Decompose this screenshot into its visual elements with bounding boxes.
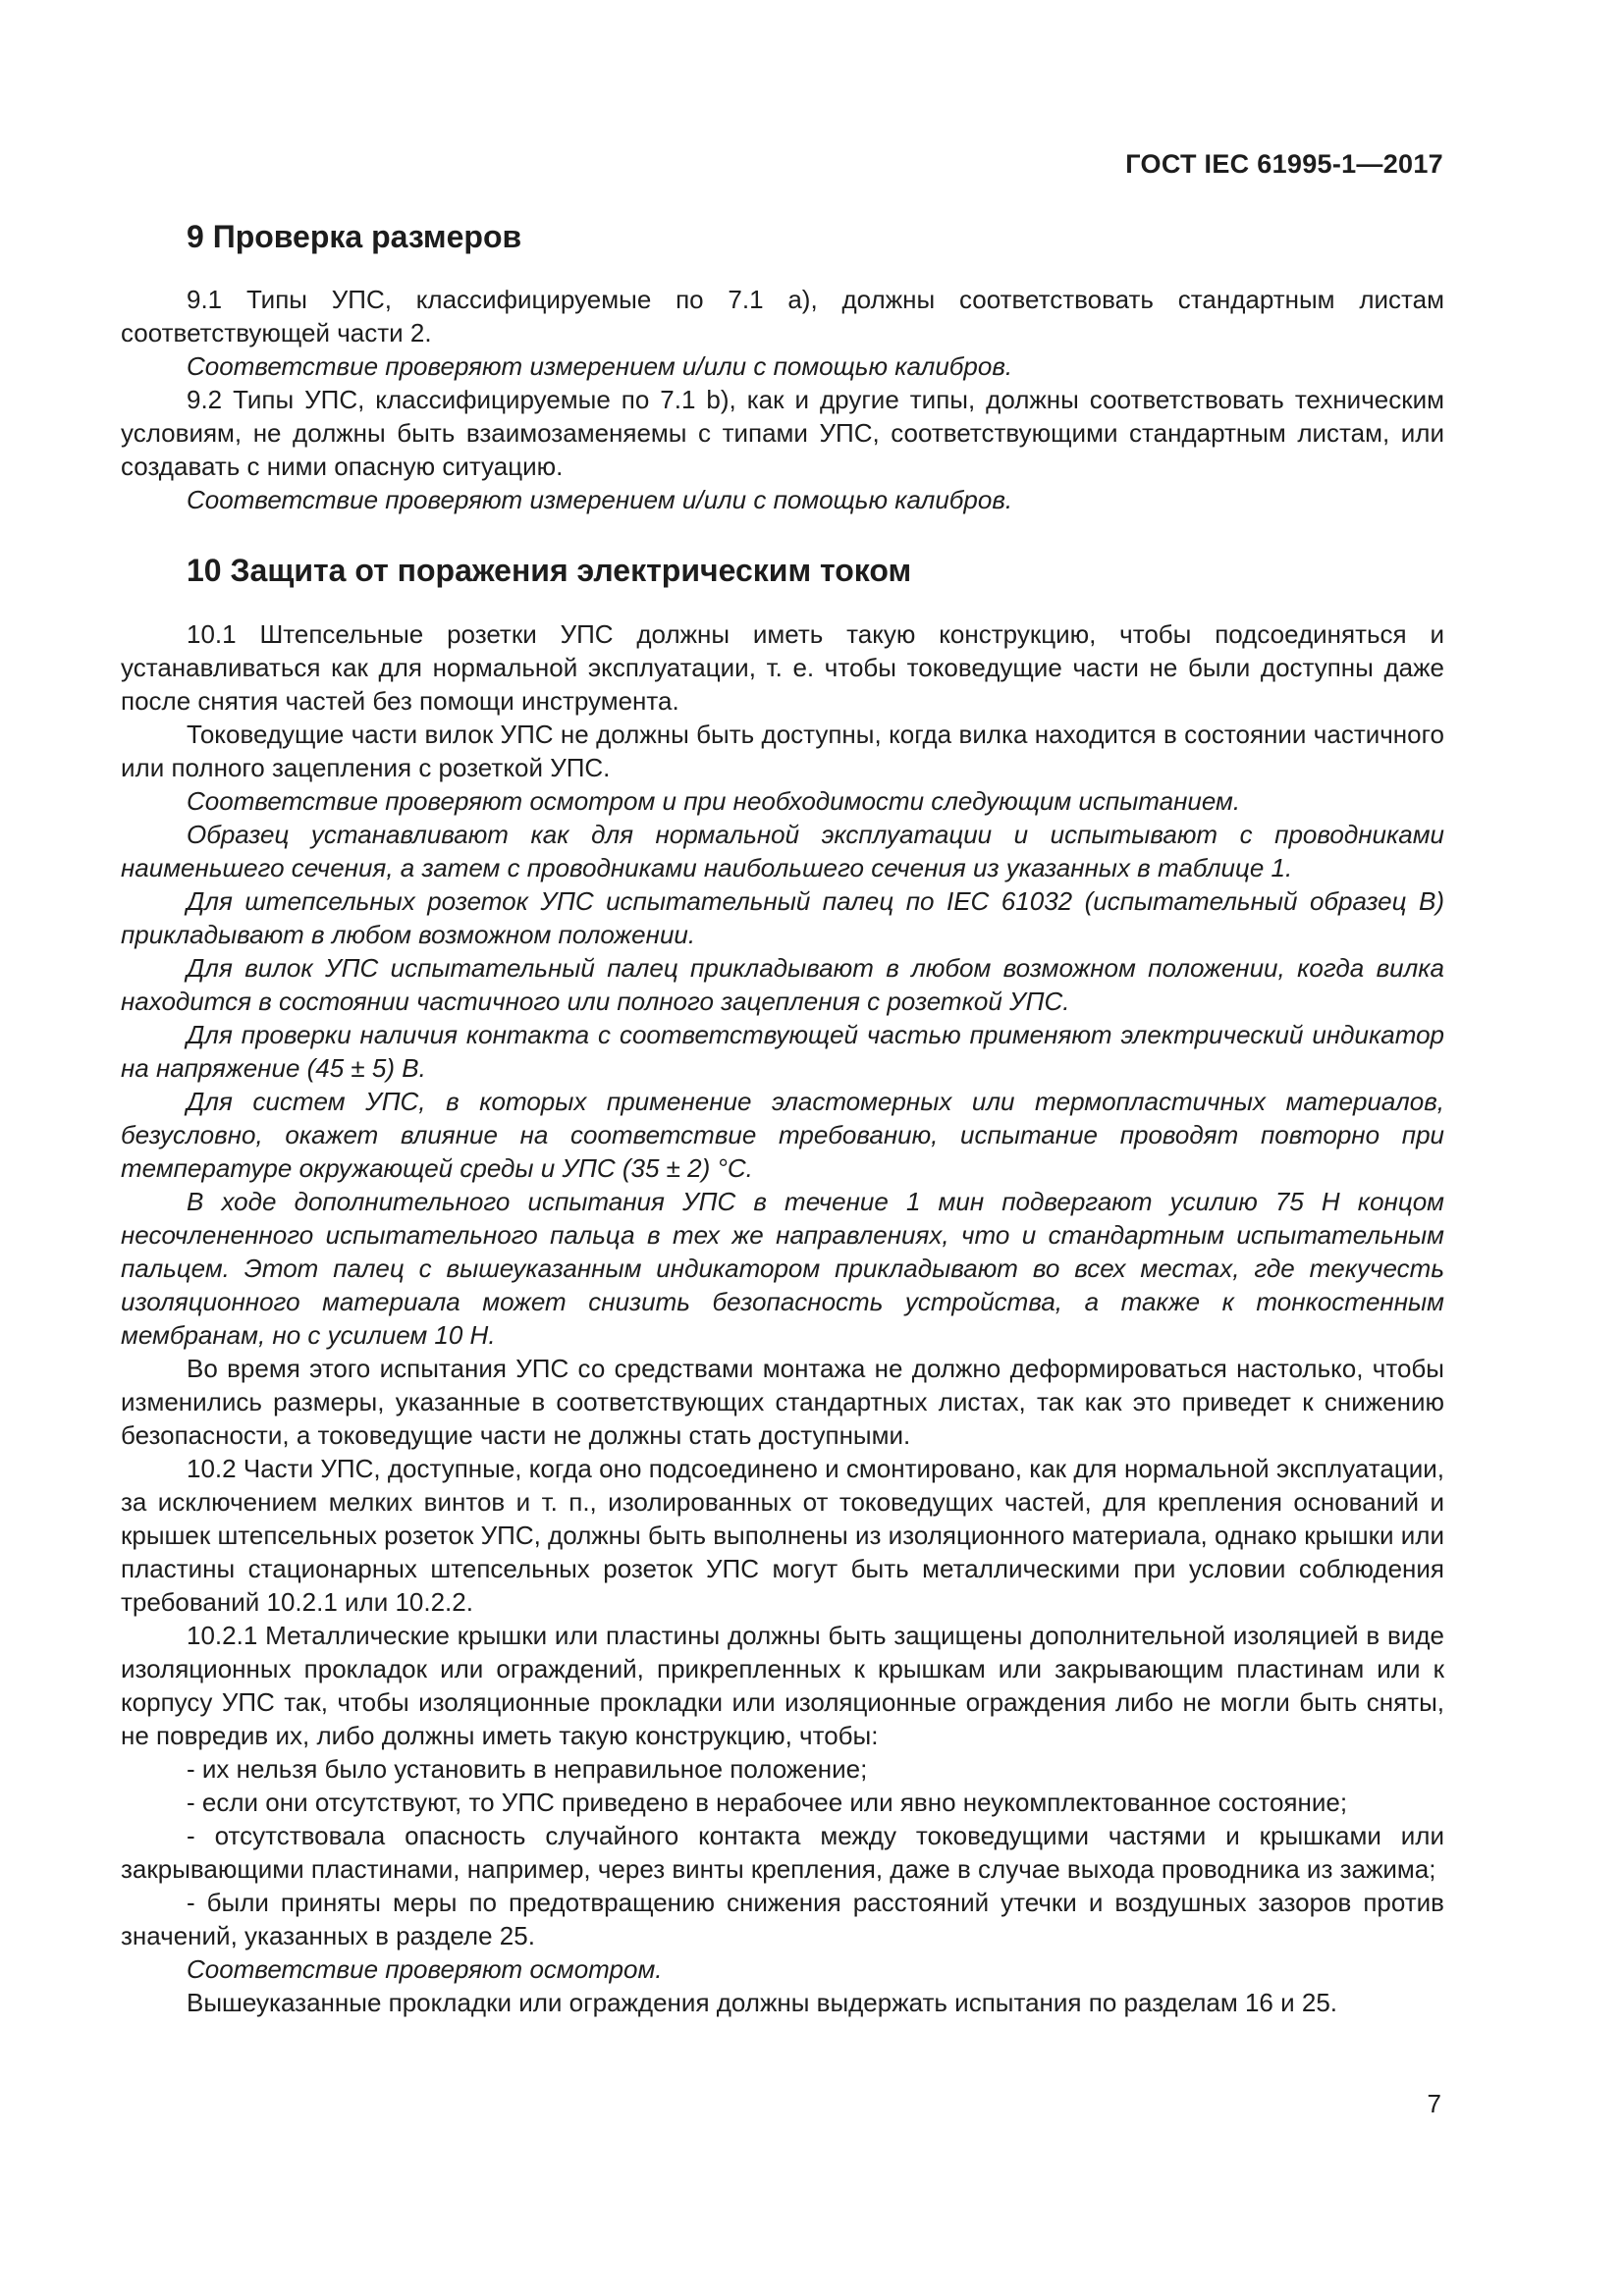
list-item: - их нельзя было установить в неправильное положение; (187, 1753, 868, 1784)
list-item: - если они отсутствуют, то УПС приведено в нерабочее или явно неукомплектованное состояние; (187, 1787, 1348, 1817)
test-paragraph: Образец устанавливают как для нормальной эксплуатации и испытывают с проводниками наименьшего сечения, а затем с проводниками наибольшего сечения из указанных в таблице 1. (121, 819, 1444, 882)
document-code: ГОСТ IEC 61995-1—2017 (1125, 149, 1443, 179)
paragraph-10-2: 10.2 Части УПС, доступные, когда оно подсоединено и смонтировано, как для нормальной эксплуатации, за исключением мелких винтов и т. п., изолированных от токоведущих частей, для крепления оснований и крышек штепсельных розеток УПС, должны быть выполнены из изоляционного материала, однако крышки или пластины стационарных штепсельных розеток УПС могут быть металлическими при условии соблюдения требований 10.2.1 или 10.2.2. (121, 1453, 1444, 1617)
test-paragraph: Для штепсельных розеток УПС испытательный палец по IEC 61032 (испытательный образец B) прикладывают в любом возможном положении. (121, 885, 1444, 949)
paragraph: Вышеуказанные прокладки или ограждения должны выдержать испытания по разделам 16 и 25. (187, 1987, 1338, 2017)
paragraph: Токоведущие части вилок УПС не должны быть доступны, когда вилка находится в состоянии частичного или полного зацепления с розеткой УПС. (121, 719, 1444, 782)
compliance-note: Соответствие проверяют осмотром и при необходимости следующим испытанием. (187, 785, 1241, 816)
list-item: - отсутствовала опасность случайного контакта между токоведущими частями и крышками или закрывающими пластинами, например, через винты крепления, даже в случае выхода проводника из зажима; (121, 1820, 1444, 1884)
paragraph-9-1: 9.1 Типы УПС, классифицируемые по 7.1 a), должны соответствовать стандартным листам соответствующей части 2. (121, 285, 1444, 348)
test-paragraph: Для систем УПС, в которых применение эластомерных или термопластичных материалов, безусловно, окажет влияние на соответствие требованию, испытание проводят повторно при температуре окружающей среды и УПС (35 ± 2) °С. (121, 1086, 1444, 1183)
compliance-note: Соответствие проверяют измерением и/или с помощью калибров. (187, 351, 1013, 382)
paragraph-10-2-1: 10.2.1 Металлические крышки или пластины должны быть защищены дополнительной изоляцией в виде изоляционных прокладок или ограждений, прикрепленных к крышкам или закрывающим пластинам или к корпусу УПС так, чтобы изоляционные прокладки или изоляционные ограждения либо не могли быть сняты, не повредив их, либо должны иметь такую конструкцию, чтобы: (121, 1620, 1444, 1750)
section-10-title: 10 Защита от поражения электрическим током (187, 553, 912, 589)
compliance-note: Соответствие проверяют осмотром. (187, 1953, 663, 1984)
test-paragraph: Для проверки наличия контакта с соответствующей частью применяют электрический индикатор на напряжение (45 ± 5) В. (121, 1019, 1444, 1083)
paragraph-10-1: 10.1 Штепсельные розетки УПС должны иметь такую конструкцию, чтобы подсоединяться и устанавливаться как для нормальной эксплуатации, т. е. чтобы токоведущие части не были доступны даже после снятия частей без помощи инструмента. (121, 618, 1444, 716)
section-9-title: 9 Проверка размеров (187, 219, 522, 254)
test-paragraph: В ходе дополнительного испытания УПС в течение 1 мин подвергают усилию 75 Н концом несочлененного испытательного пальца в тех же направлениях, что и стандартным испытательным пальцем. Этот палец с вышеуказанным индикатором прикладывают во всех местах, где текучесть изоляционного материала может снизить безопасность устройства, а также к тонкостенным мембранам, но с усилием 10 Н. (121, 1186, 1444, 1350)
page-content (121, 218, 1444, 2019)
paragraph: Во время этого испытания УПС со средствами монтажа не должно деформироваться настолько, чтобы изменились размеры, указанные в соответствующих стандартных листах, так как это приведет к снижению безопасности, а токоведущие части не должны стать доступными. (121, 1353, 1444, 1450)
compliance-note: Соответствие проверяют измерением и/или с помощью калибров. (187, 485, 1013, 515)
paragraph-9-2: 9.2 Типы УПС, классифицируемые по 7.1 b), как и другие типы, должны соответствовать техническим условиям, не должны быть взаимозаменяемы с типами УПС, соответствующими стандартным листам, или создавать с ними опасную ситуацию. (121, 385, 1444, 482)
test-paragraph: Для вилок УПС испытательный палец прикладывают в любом возможном положении, когда вилка находится в состоянии частичного или полного зацепления с розеткой УПС. (121, 952, 1444, 1016)
page-number: 7 (1427, 2089, 1441, 2118)
list-item: - были приняты меры по предотвращению снижения расстояний утечки и воздушных зазоров против значений, указанных в разделе 25. (121, 1887, 1444, 1950)
